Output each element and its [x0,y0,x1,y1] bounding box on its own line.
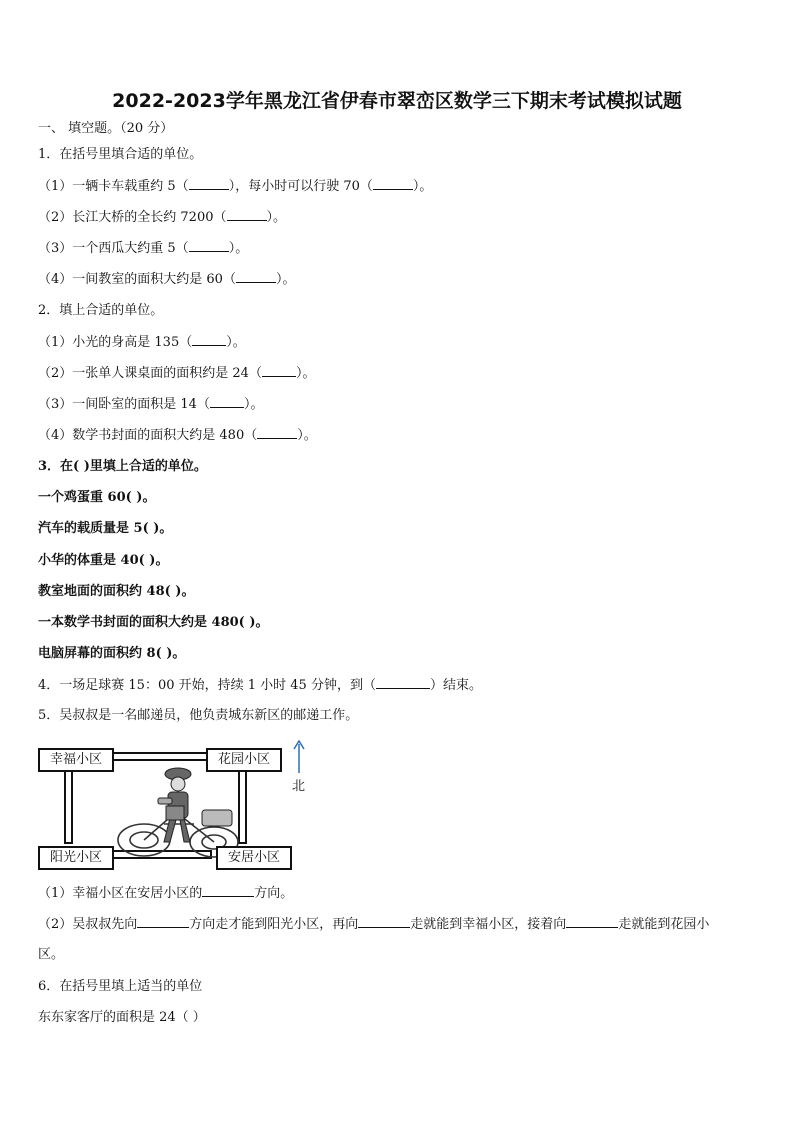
answer-blank[interactable] [202,884,254,897]
q6-item-1: 东东家客厅的面积是 24（ ） [38,1010,206,1025]
q2-stem: 2．填上合适的单位。 [38,303,164,318]
q2-item-2: （2）一张单人课桌面的面积约是 24（ ）。 [38,366,316,381]
q5-sub-1: （1）幸福小区在安居小区的 方向。 [38,886,294,901]
answer-blank[interactable] [236,270,276,283]
answer-blank[interactable] [257,426,297,439]
district-map [36,740,316,875]
north-label: 北 [292,779,306,794]
q2-item-3: （3）一间卧室的面积是 14（ ）。 [38,397,264,412]
q1-stem: 1．在括号里填合适的单位。 [38,147,203,162]
q2-item-4: （4）数学书封面的面积大约是 480（ ）。 [38,428,317,443]
q2-item-1: （1）小光的身高是 135（ ）。 [38,335,246,350]
map-label-huayuan: 花园小区 [206,748,282,772]
answer-blank[interactable] [137,915,189,928]
q6-stem: 6．在括号里填上适当的单位 [38,979,203,994]
q5-stem: 5．吴叔叔是一名邮递员，他负责城东新区的邮递工作。 [38,708,359,723]
q5-sub-2-wrap: 区。 [38,947,65,962]
q1-item-4: （4）一间教室的面积大约是 60（ ）。 [38,272,296,287]
page-title: 2022-2023学年黑龙江省伊春市翠峦区数学三下期末考试模拟试题 [112,90,682,112]
q3-stem: 3．在( )里填上合适的单位。 [38,459,207,474]
q3-item-2: 汽车的载质量是 5( )。 [38,521,173,536]
q3-item-6: 电脑屏幕的面积约 8( )。 [38,646,186,661]
answer-blank[interactable] [192,333,226,346]
q3-item-3: 小华的体重是 40( )。 [38,553,169,568]
q1-item-2: （2）长江大桥的全长约 7200（ ）。 [38,210,287,225]
answer-blank[interactable] [210,395,244,408]
q3-item-1: 一个鸡蛋重 60( )。 [38,490,156,505]
answer-blank[interactable] [373,177,413,190]
answer-blank[interactable] [189,177,229,190]
q3-item-5: 一本数学书封面的面积大约是 480( )。 [38,615,269,630]
section-heading: 一、 填空题。（20 分） [38,121,174,136]
q1-item-3: （3）一个西瓜大约重 5（ ）。 [38,241,249,256]
answer-blank[interactable] [262,364,296,377]
answer-blank[interactable] [189,239,229,252]
answer-blank[interactable] [376,676,430,689]
map-label-anju: 安居小区 [216,846,292,870]
q5-sub-2: （2）吴叔叔先向 方向走才能到阳光小区，再向 走就能到幸福小区，接着向 走就能到花园小 [38,917,710,932]
map-label-xingfu: 幸福小区 [38,748,114,772]
answer-blank[interactable] [566,915,618,928]
road-west [64,770,73,844]
map-label-yangguang: 阳光小区 [38,846,114,870]
answer-blank[interactable] [358,915,410,928]
q1-item-1: （1）一辆卡车载重约 5（ ），每小时可以行驶 70（ ）。 [38,179,433,194]
q3-item-4: 教室地面的面积约 48( )。 [38,584,195,599]
q4-stem: 4．一场足球赛 15：00 开始，持续 1 小时 45 分钟，到（ ）结束。 [38,678,482,693]
answer-blank[interactable] [227,208,267,221]
north-arrow-icon [292,740,306,774]
